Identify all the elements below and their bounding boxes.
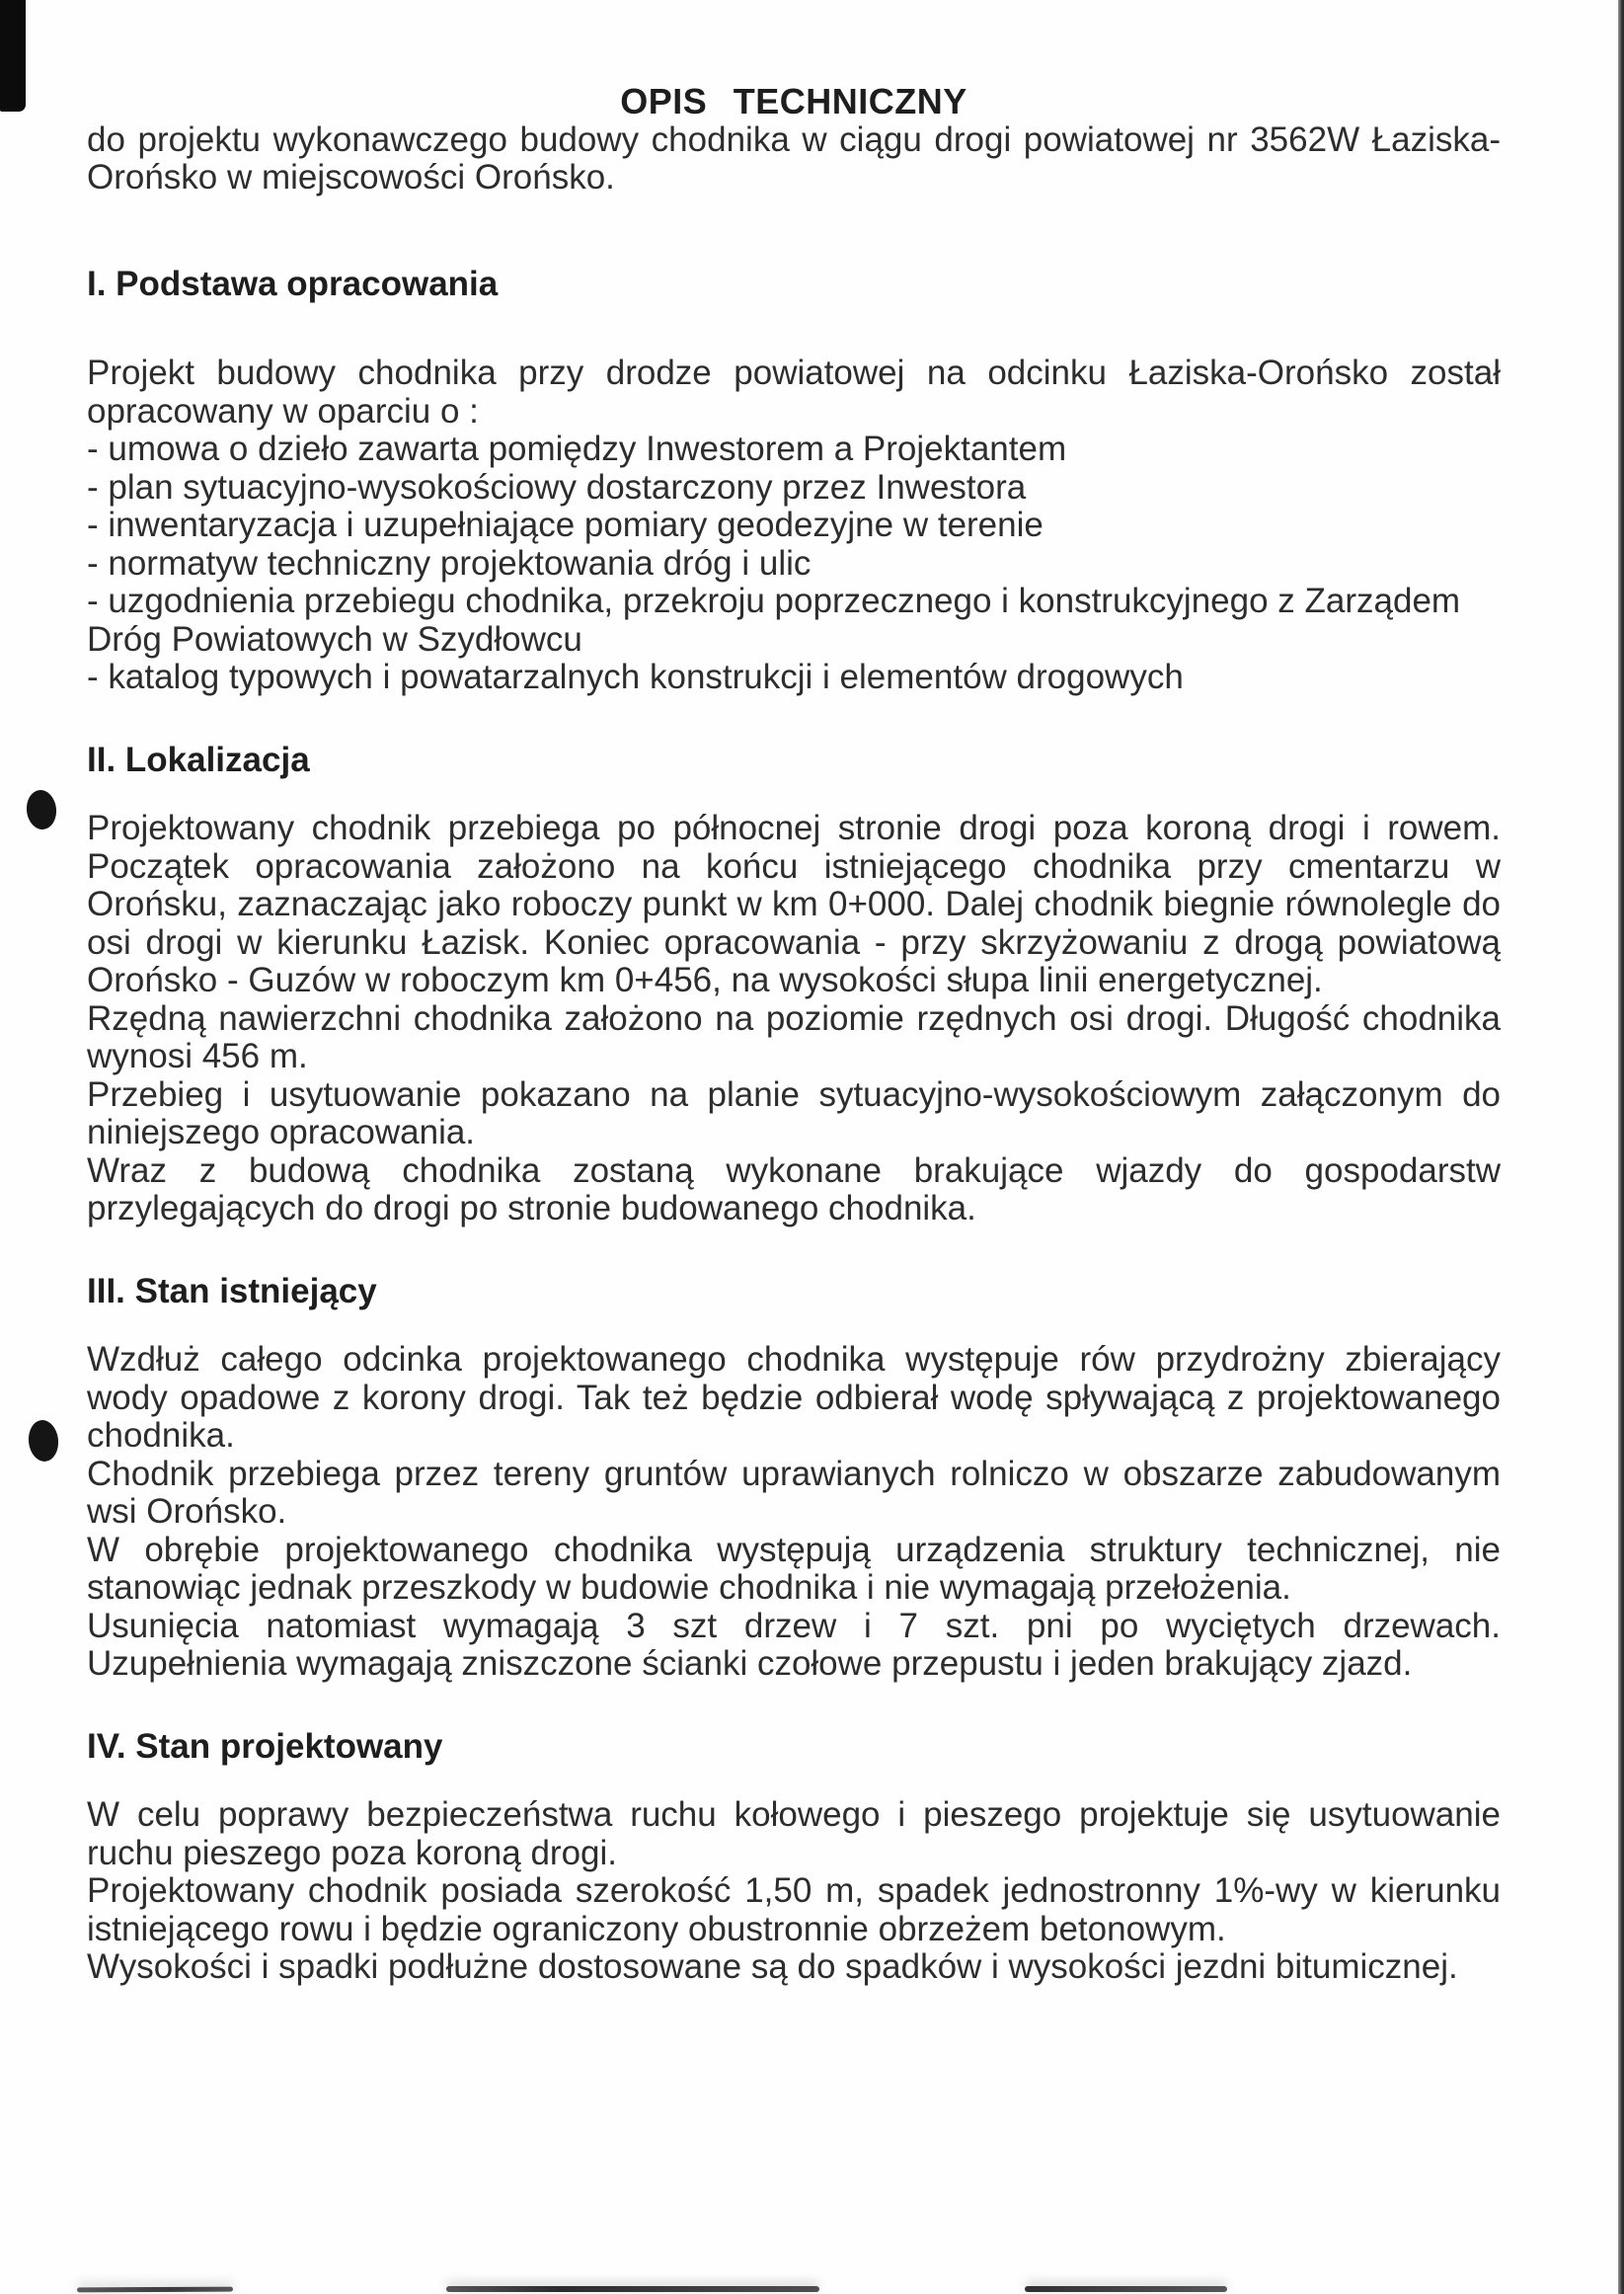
- scan-smudge: [77, 2287, 233, 2293]
- bullet-line: - plan sytuacyjno-wysokościowy dostarczony przez Inwestora: [87, 467, 1027, 507]
- document-text-column: [87, 83, 1501, 1987]
- section-heading-2: II. Lokalizacja: [87, 740, 310, 779]
- paragraph: Projektowany chodnik przebiega po północnej stronie drogi poza koroną drogi i rowem. Początek opracowania założono na końcu istniejącego chodnika przy cmentarzu w Orońsku, zaznaczając jako roboczy punkt w km 0+000. Dalej chodnik biegnie równolegle do osi drogi w kierunku Łazisk. Koniec opracowania - przy skrzyżowaniu z drogą powiatową Orońsko - Guzów w roboczym km 0+456, na wysokości słupa linii energetycznej.: [87, 809, 1501, 999]
- paragraph: Przebieg i usytuowanie pokazano na planie sytuacyjno-wysokościowym załączonym do niniejszego opracowania.: [87, 1074, 1501, 1151]
- punch-hole-mark: [27, 1419, 60, 1463]
- paragraph: W celu poprawy bezpieczeństwa ruchu kołowego i pieszego projektuje się usytuowanie ruchu pieszego poza koroną drogi.: [87, 1795, 1501, 1872]
- scan-smudge: [1025, 2286, 1227, 2292]
- bullet-line: - inwentaryzacja i uzupełniające pomiary geodezyjne w terenie: [87, 506, 1044, 544]
- bullet-line: - katalog typowych i powatarzalnych konstrukcji i elementów drogowych: [87, 658, 1184, 696]
- bullet-line: - normatyw techniczny projektowania dróg i ulic: [87, 543, 812, 583]
- paragraph: Chodnik przebiega przez tereny gruntów uprawianych rolniczo w obszarze zabudowanym wsi Orońsko.: [87, 1454, 1501, 1531]
- section-heading-1: I. Podstawa opracowania: [87, 264, 499, 303]
- paragraph: Projekt budowy chodnika przy drodze powiatowej na odcinku Łaziska-Orońsko został opracowany w oparciu o :: [87, 354, 1501, 431]
- scan-smudge: [446, 2286, 819, 2292]
- document-title: OPIS TECHNICZNY: [620, 81, 967, 121]
- section-heading-4: IV. Stan projektowany: [87, 1726, 443, 1766]
- paragraph: Wysokości i spadki podłużne dostosowane są do spadków i wysokości jezdni bitumicznej.: [87, 1947, 1458, 1986]
- paragraph: Wraz z budową chodnika zostaną wykonane brakujące wjazdy do gospodarstw przylegających do drogi po stronie budowanego chodnika.: [87, 1150, 1501, 1227]
- paragraph: Usunięcia natomiast wymagają 3 szt drzew i 7 szt. pni po wyciętych drzewach.: [87, 1606, 1501, 1645]
- paragraph: Rzędną nawierzchni chodnika założono na poziomie rzędnych osi drogi. Długość chodnika wynosi 456 m.: [87, 998, 1501, 1075]
- paragraph: Uzupełnienia wymagają zniszczone ścianki czołowe przepustu i jeden brakujący zjazd.: [87, 1644, 1413, 1683]
- bullet-line: - umowa o dzieło zawarta pomiędzy Inwestorem a Projektantem: [87, 430, 1067, 468]
- scan-edge-line: [1618, 0, 1624, 2294]
- paragraph: Wzdłuż całego odcinka projektowanego chodnika występuje rów przydrożny zbierający wody opadowe z korony drogi. Tak też będzie odbierał wodę spływającą z projektowanego chodnika.: [87, 1340, 1501, 1455]
- section-heading-3: III. Stan istniejący: [87, 1271, 377, 1310]
- scan-corner-mark: [0, 0, 26, 112]
- intro-paragraph: do projektu wykonawczego budowy chodnika w ciągu drogi powiatowej nr 3562W Łaziska-Orońsko w miejscowości Orońsko.: [87, 119, 1501, 197]
- punch-hole-mark: [25, 789, 58, 831]
- paragraph: W obrębie projektowanego chodnika występują urządzenia struktury technicznej, nie stanowiąc jednak przeszkody w budowie chodnika i nie wymagają przełożenia.: [87, 1530, 1501, 1607]
- paragraph: Projektowany chodnik posiada szerokość 1,50 m, spadek jednostronny 1%-wy w kierunku istniejącego rowu i będzie ograniczony obustronnie obrzeżem betonowym.: [87, 1871, 1501, 1948]
- bullet-line: - uzgodnienia przebiegu chodnika, przekroju poprzecznego i konstrukcyjnego z Zarządem Dróg Powiatowych w Szydłowcu: [87, 582, 1461, 659]
